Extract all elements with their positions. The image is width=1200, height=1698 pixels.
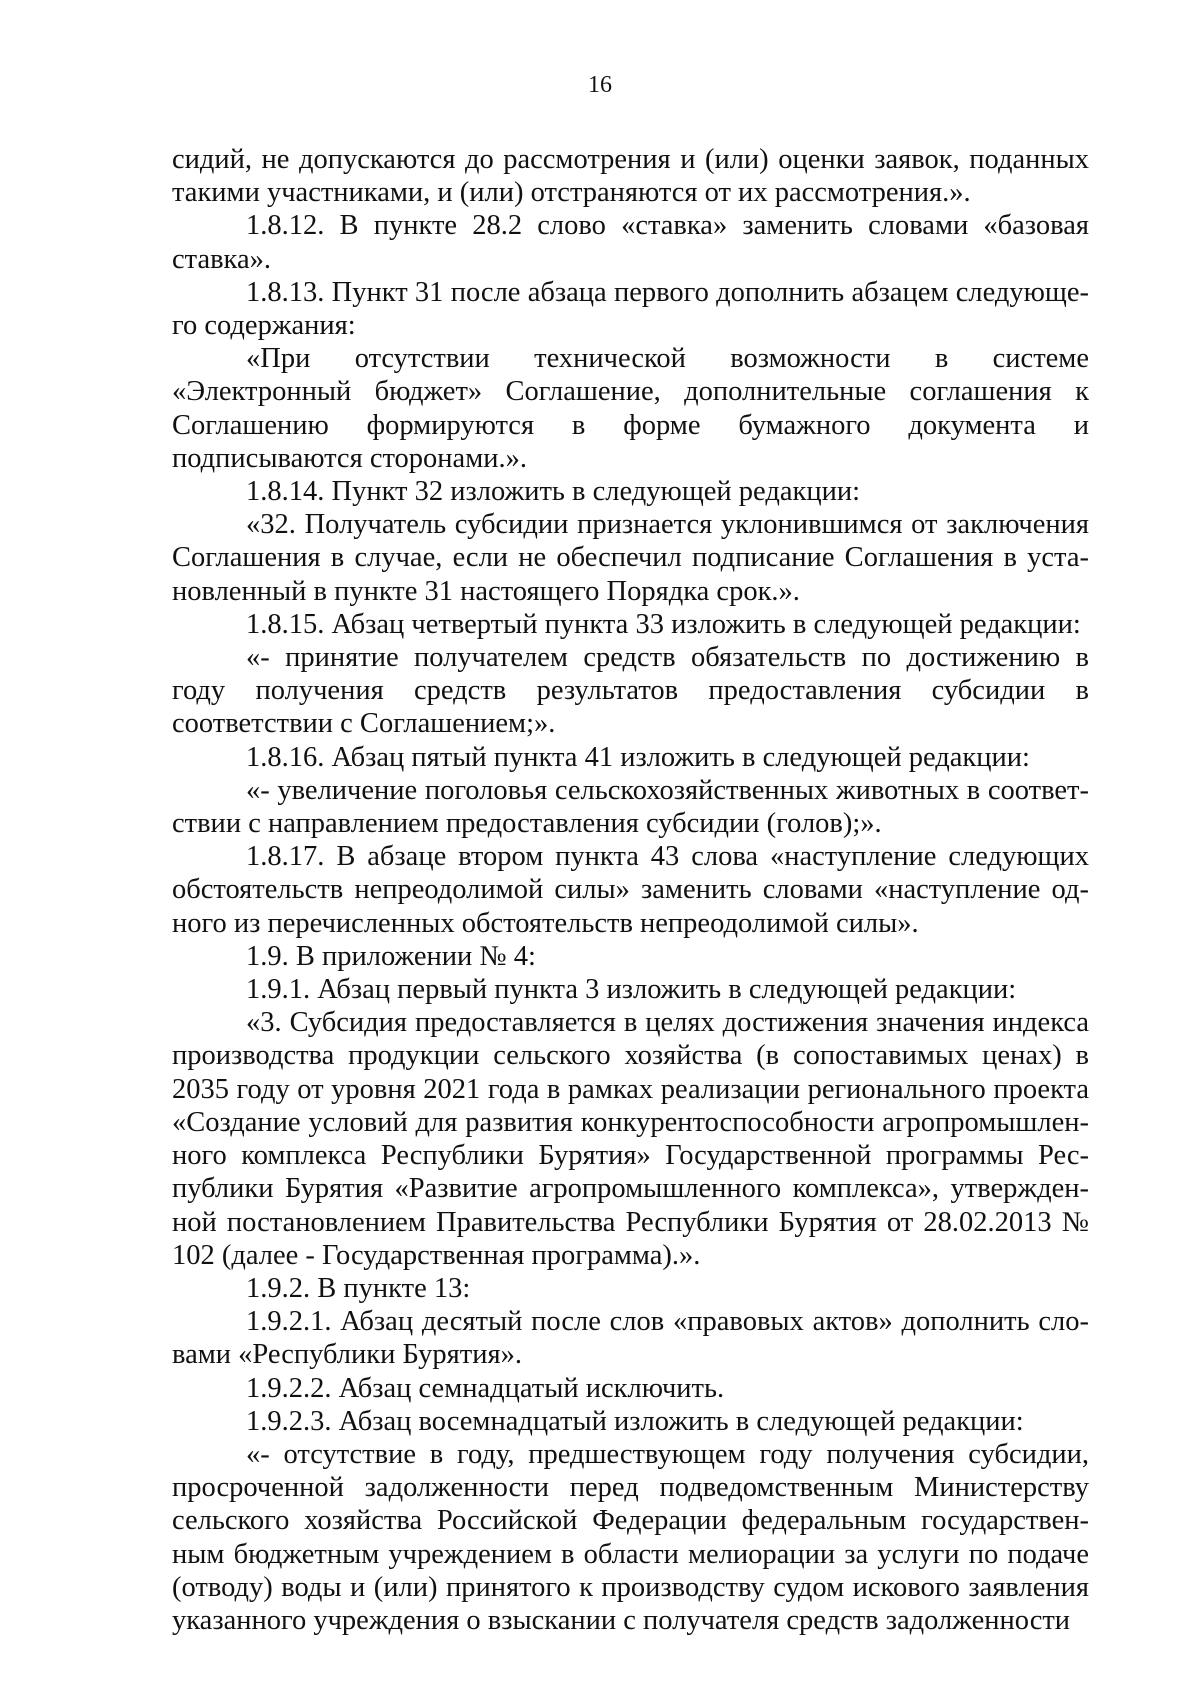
page-number: 16 xyxy=(588,72,612,98)
document-body xyxy=(172,143,1089,1637)
paragraph-1-9-2-1: 1.9.2.1. Абзац десятый после слов «правовых актов» дополнить словами «Республики Бурятия». xyxy=(172,1306,1089,1371)
paragraph-1-8-12: 1.8.12. В пункте 28.2 слово «ставка» заменить словами «базовая ставка». xyxy=(172,210,1089,275)
paragraph-1-8-16: 1.8.16. Абзац пятый пункта 41 изложить в следующей редакции: xyxy=(246,741,1030,773)
paragraph-1-9-2-2: 1.9.2.2. Абзац семнадцатый исключить. xyxy=(246,1372,725,1404)
paragraph-quote-3-subsidy: «3. Субсидия предоставляется в целях достижения значения индекса производства продукции сельского хозяйства (в сопоставимых ценах) в 2035 году от уровня 2021 года в рамках реализации регионального проекта «Создание условий для развития конкурентоспособности агропромышленного комплекса Республики Бурятия» Государственной программы Республики Бурятия «Развитие агропромышленного комплекса», утвержденной постановлением Правительства Республики Бурятия от 28.02.2013 № 102 (далее - Государственная программа).». xyxy=(172,1007,1089,1271)
paragraph-1-8-17: 1.8.17. В абзаце втором пункта 43 слова «наступление следующих обстоятельств непреодолимой силы» заменить словами «наступление одного из перечисленных обстоятельств непреодолимой силы». xyxy=(172,841,1089,939)
paragraph-quote-livestock: «- увеличение поголовья сельскохозяйственных животных в соответствии с направлением предоставления субсидии (голов);». xyxy=(172,774,1089,840)
paragraph-1-9-2: 1.9.2. В пункте 13: xyxy=(246,1272,471,1304)
paragraph-1-9-1: 1.9.1. Абзац первый пункта 3 изложить в следующей редакции: xyxy=(246,974,1017,1006)
paragraph-1-8-13: 1.8.13. Пункт 31 после абзаца первого дополнить абзацем следующего содержания: xyxy=(172,276,1089,342)
paragraph-quote-electronic-budget: «При отсутствии технической возможности в системе «Электронный бюджет» Соглашение, дополнительные соглашения к Соглашению формируются в форме бумажного документа и подписываются сторонами.». xyxy=(172,343,1089,474)
paragraph-continuation: сидий, не допускаются до рассмотрения и (или) оценки заявок, поданных такими участниками, и (или) отстраняются от их рассмотрения.». xyxy=(172,144,1089,209)
paragraph-1-9-2-3: 1.9.2.3. Абзац восемнадцатый изложить в следующей редакции: xyxy=(246,1405,1024,1437)
paragraph-quote-32: «32. Получатель субсидии признается уклонившимся от заключения Соглашения в случае, если не обеспечил подписание Соглашения в установленный в пункте 31 настоящего Порядка срок.». xyxy=(172,509,1089,607)
paragraph-1-9: 1.9. В приложении № 4: xyxy=(246,940,536,972)
paragraph-1-8-14: 1.8.14. Пункт 32 изложить в следующей редакции: xyxy=(246,476,860,508)
paragraph-quote-no-debt: «- отсутствие в году, предшествующем году получения субсидии, просроченной задолженности перед подведомственным Министерству сельского хозяйства Российской Федерации федеральным государственным бюджетным учреждением в области мелиорации за услуги по подаче (отводу) воды и (или) принятого к производству судом искового заявления указанного учреждения о взыскании с получателя средств задолженности xyxy=(172,1438,1089,1636)
paragraph-1-8-15: 1.8.15. Абзац четвертый пункта 33 изложить в следующей редакции: xyxy=(246,608,1081,640)
paragraph-quote-obligations: «- принятие получателем средств обязательств по достижению в году получения средств результатов предоставления субсидии в соответствии с Соглашением;». xyxy=(172,642,1089,740)
